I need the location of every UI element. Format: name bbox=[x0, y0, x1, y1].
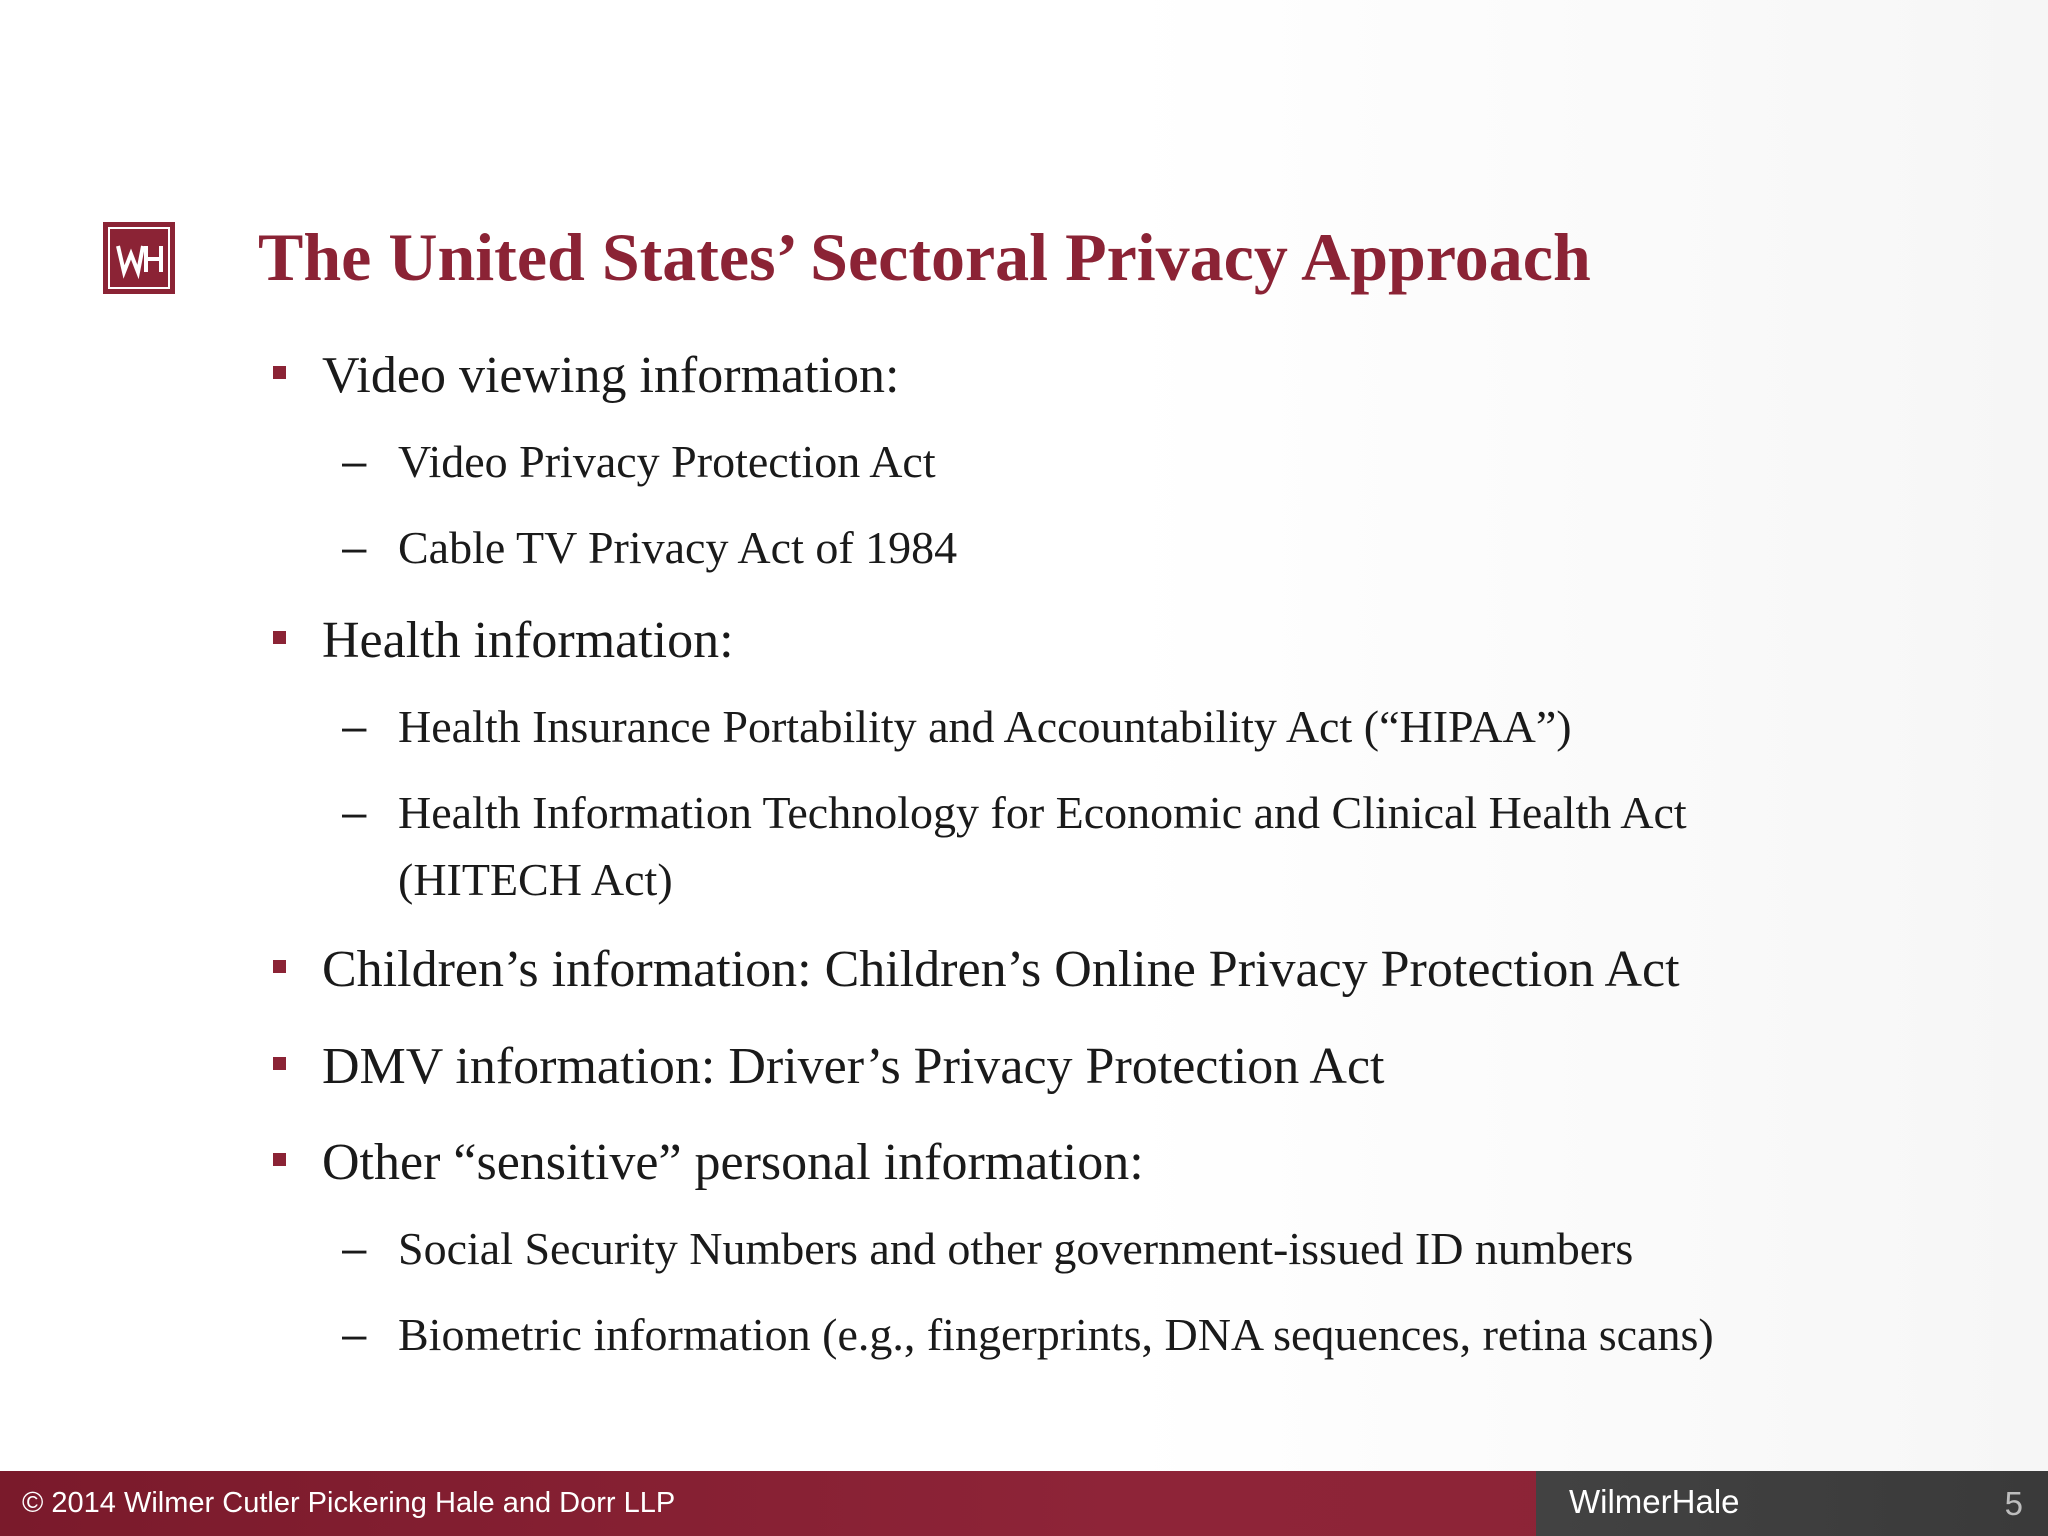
sub-bullet-text: Video Privacy Protection Act bbox=[398, 436, 936, 487]
sub-bullet-item bbox=[270, 693, 1870, 760]
square-bullet-icon bbox=[273, 1057, 286, 1070]
dash-bullet-icon: – bbox=[342, 1310, 367, 1359]
sub-bullet-text: Social Security Numbers and other government-issued ID numbers bbox=[398, 1223, 1634, 1274]
bullet-text: Health information: bbox=[322, 612, 734, 669]
bullet-text: Video viewing information: bbox=[322, 347, 900, 404]
bullet-text: Children’s information: Children’s Online Privacy Protection Act bbox=[322, 941, 1680, 998]
sub-bullet-text: Health Insurance Portability and Accountability Act (“HIPAA”) bbox=[398, 701, 1572, 752]
dash-bullet-icon: – bbox=[342, 788, 367, 837]
sub-bullet-item bbox=[270, 1301, 1870, 1368]
slide-title: The United States’ Sectoral Privacy Approach bbox=[258, 219, 1591, 295]
sub-bullet-text: Biometric information (e.g., fingerprints, DNA sequences, retina scans) bbox=[398, 1309, 1714, 1360]
bullet-item bbox=[270, 936, 1870, 1004]
logo-wh-monogram-icon bbox=[103, 222, 175, 294]
dash-bullet-icon: – bbox=[342, 1224, 367, 1273]
footer-brand-panel bbox=[1536, 1471, 2048, 1536]
bullet-item bbox=[270, 342, 1870, 410]
square-bullet-icon bbox=[273, 631, 286, 644]
bullet-item bbox=[270, 607, 1870, 675]
dash-bullet-icon: – bbox=[342, 702, 367, 751]
square-bullet-icon bbox=[273, 960, 286, 973]
sub-bullet-item bbox=[270, 1215, 1870, 1282]
bullet-text: DMV information: Driver’s Privacy Protection Act bbox=[322, 1038, 1385, 1095]
square-bullet-icon bbox=[273, 366, 286, 379]
sub-bullet-item bbox=[270, 779, 1870, 913]
sub-bullet-text: Health Information Technology for Economic and Clinical Health Act (HITECH Act) bbox=[398, 787, 1687, 905]
bullet-list bbox=[270, 342, 1870, 1368]
copyright-text: © 2014 Wilmer Cutler Pickering Hale and Dorr LLP bbox=[22, 1487, 676, 1519]
sub-bullet-text: Cable TV Privacy Act of 1984 bbox=[398, 522, 958, 573]
square-bullet-icon bbox=[273, 1153, 286, 1166]
sub-bullet-item bbox=[270, 428, 1870, 495]
bullet-item bbox=[270, 1033, 1870, 1101]
footer-bar bbox=[0, 1471, 2048, 1536]
wilmerhale-logo bbox=[103, 222, 175, 294]
bullet-text: Other “sensitive” personal information: bbox=[322, 1134, 1144, 1191]
sub-bullet-item bbox=[270, 514, 1870, 581]
page-number: 5 bbox=[2004, 1485, 2023, 1522]
brand-name: WilmerHale bbox=[1569, 1483, 1740, 1520]
bullet-item bbox=[270, 1129, 1870, 1197]
dash-bullet-icon: – bbox=[342, 523, 367, 572]
dash-bullet-icon: – bbox=[342, 437, 367, 486]
